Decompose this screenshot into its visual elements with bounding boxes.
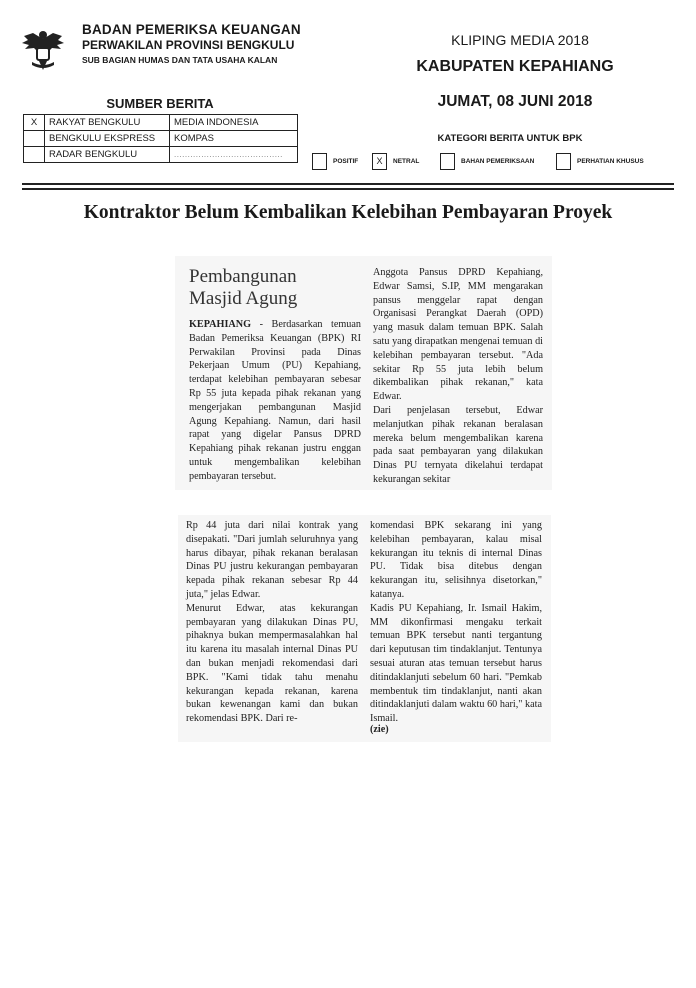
source-row	[24, 115, 298, 131]
article-column-1	[189, 318, 361, 484]
source-row	[24, 131, 298, 147]
garuda-emblem-icon	[18, 24, 68, 74]
source-left: RAKYAT BENGKULU	[45, 115, 170, 131]
publication-date: JUMAT, 08 JUNI 2018	[437, 93, 593, 110]
header-divider	[22, 183, 674, 185]
category-label: POSITIF	[333, 157, 359, 165]
category-positif	[312, 153, 358, 169]
org-branch: PERWAKILAN PROVINSI BENGKULU	[82, 38, 295, 52]
byline-text: (zie)	[370, 724, 389, 735]
article-headline: Kontraktor Belum Kembalikan Kelebihan Pembayaran Proyek	[83, 202, 613, 223]
header-divider	[22, 188, 674, 190]
source-mark	[24, 131, 45, 147]
kategori-title: KATEGORI BERITA UNTUK BPK	[437, 133, 583, 144]
column-1-text: - Berdasarkan temuan Badan Pemeriksa Keuangan (BPK) RI Perwakilan Provinsi pada Dinas Pekerjaan Umum (PU) Kepahiang, terdapat kelebihan pembayaran sebesar Rp 55 juta kepada pihak rekanan yang mengerjakan pembangunan Masjid Agung Kepahiang. Namun, dari hasil rapat yang digelar Pansus DPRD Kepahiang pihak rekanan justru enggan untuk mengembalikan kelebihan pembayaran tersebut.	[189, 319, 361, 482]
category-bahan-pemeriksaan	[440, 153, 534, 169]
source-right: MEDIA INDONESIA	[169, 115, 297, 131]
news-clipping-top	[175, 256, 552, 490]
article-column-4: komendasi BPK sekarang ini yang kelebihan pembayaran, kalau misal kekurangan itu teknis di internal Dinas PU. Tidak bisa ditebus dengan kekurangan itu, selisihnya disetorkan," katanya. Kadis PU Kepahiang, Ir. Ismail Hakim, MM dikonfirmasi mengaku terkait temuan BPK tersebut nanti tergantung dari keputusan tim tindaklanjut. Tentunya sesuai aturan atas temuan tersebut harus ditindaklanjuti sebelum 60 hari. "Pemkab membentuk tim tindaklanjut, nanti akan ditindaklanjuti dalam waktu 60 hari," kata Ismail.	[370, 520, 542, 725]
source-row	[24, 147, 298, 163]
article-column-2: Anggota Pansus DPRD Kepahiang, Edwar Samsi, S.IP, MM mengarakan pansus menggelar rapat dengan Organisasi Perangkat Daerah (OPD) yang masuk dalam temuan BPK. Salah satu yang dirapatkan mengenai temuan di kelebihan pembayaran tersebut. "Ada sekitar Rp 55 juta lebih belum dikembalikan pihak rekanan," kata Edwar. Dari penjelasan tersebut, Edwar melanjutkan pihak rekanan beralasan mereka belum mengembalikan karena pada saat pembayaran yang dilakukan Dinas PU ternyata dikelahui terdapat kekurangan sekitar	[373, 267, 543, 485]
kliping-label: KLIPING MEDIA 2018	[451, 32, 589, 48]
category-label: NETRAL	[393, 157, 420, 165]
sumber-berita-table	[23, 114, 298, 163]
category-checkbox	[556, 153, 571, 170]
byline	[370, 723, 430, 737]
article-subheading: Pembangunan Masjid Agung	[189, 266, 298, 309]
category-netral	[372, 153, 419, 169]
news-clipping-bottom	[178, 515, 551, 742]
org-name: BADAN PEMERIKSA KEUANGAN	[82, 22, 301, 37]
dateline: KEPAHIANG	[189, 319, 252, 330]
source-right: KOMPAS	[169, 131, 297, 147]
organization-block	[82, 22, 352, 65]
category-perhatian-khusus	[556, 153, 644, 169]
category-checkbox	[312, 153, 327, 170]
category-checkbox: X	[372, 153, 387, 170]
category-checkbox	[440, 153, 455, 170]
source-left: BENGKULU EKSPRESS	[45, 131, 170, 147]
category-label: PERHATIAN KHUSUS	[577, 157, 644, 165]
source-mark: X	[24, 115, 45, 131]
source-left: RADAR BENGKULU	[45, 147, 170, 163]
source-right: ........................................	[169, 147, 297, 163]
category-label: BAHAN PEMERIKSAAN	[461, 157, 535, 165]
source-mark	[24, 147, 45, 163]
kabupaten-title: KABUPATEN KEPAHIANG	[416, 58, 614, 75]
article-column-3: Rp 44 juta dari nilai kontrak yang disepakati. "Dari jumlah seluruhnya yang harus dibayar, pihak rekanan beralasan Dinas PU justru kekurangan pembayaran kepada pihak rekanan sebesar Rp 44 juta," jelas Edwar. Menurut Edwar, atas kekurangan pembayaran yang dilakukan Dinas PU, pihaknya bukan mempermasalahkan hal itu karena itu masalah internal Dinas PU dan bukan menjadi rekomendasi dari BPK. "Kami tidak tahu menahu kekurangan kepada rekanan, karena bukan kewenangan kami dan bukan rekomendasi BPK. Dari re-	[186, 520, 358, 725]
org-unit: SUB BAGIAN HUMAS DAN TATA USAHA KALAN	[82, 55, 278, 65]
sumber-berita-title: SUMBER BERITA	[106, 96, 214, 111]
